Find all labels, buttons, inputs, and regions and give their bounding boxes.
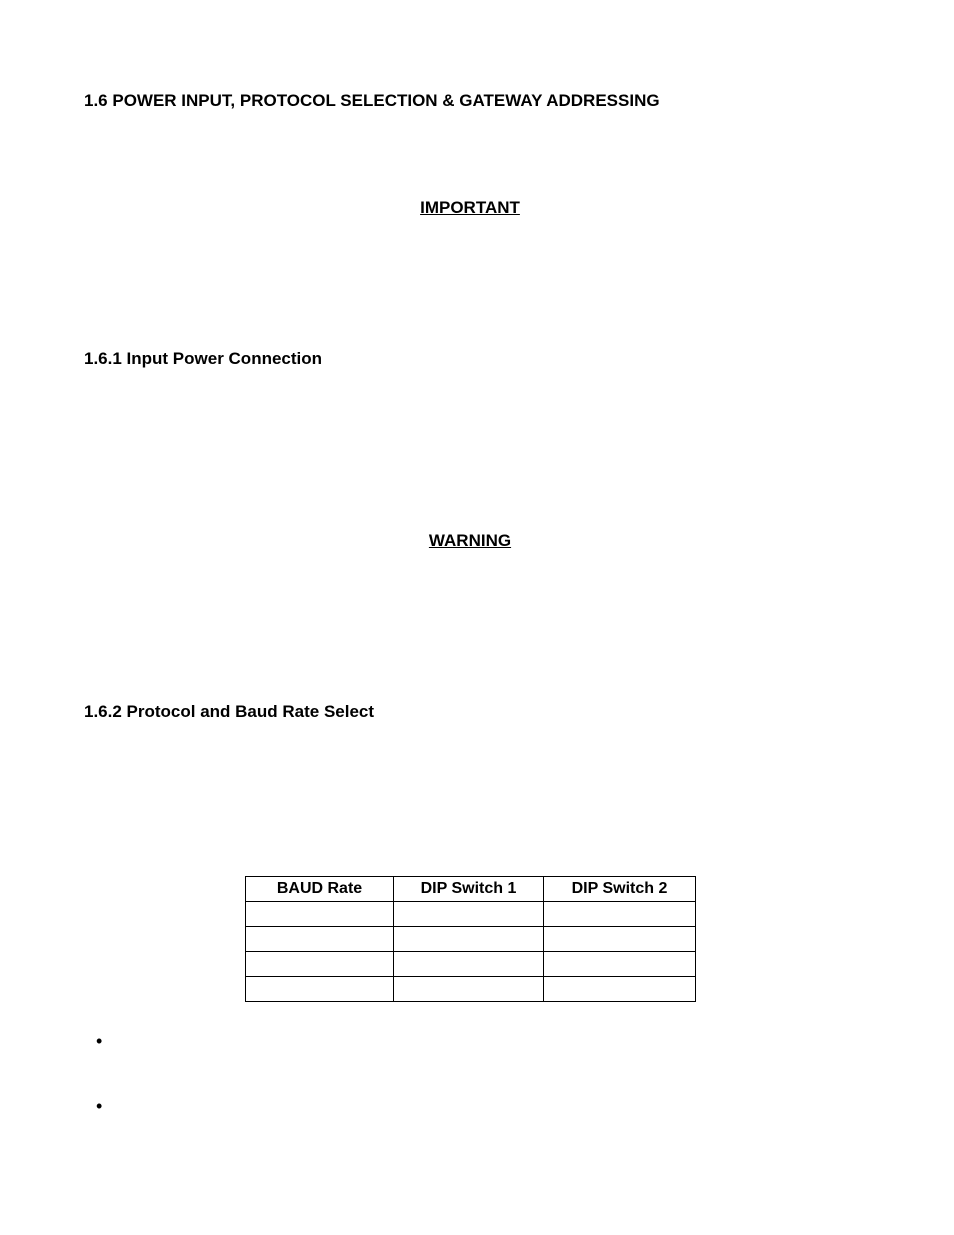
table-row <box>246 977 696 1002</box>
table-cell <box>544 927 696 952</box>
table-cell <box>394 952 544 977</box>
table-cell <box>544 902 696 927</box>
table-cell <box>394 902 544 927</box>
section-heading: 1.6 POWER INPUT, PROTOCOL SELECTION & GATEWAY ADDRESSING <box>84 91 660 110</box>
table-cell <box>544 977 696 1002</box>
table-cell <box>246 902 394 927</box>
subsection-heading-protocol-baud: 1.6.2 Protocol and Baud Rate Select <box>84 702 375 721</box>
table-header-row <box>246 877 696 902</box>
header-baud-rate: BAUD Rate <box>246 877 394 902</box>
subsection-heading-input-power: 1.6.1 Input Power Connection <box>84 349 323 368</box>
table-cell <box>246 927 394 952</box>
table-cell <box>394 927 544 952</box>
baud-rate-table <box>245 876 696 1002</box>
important-notice-title: IMPORTANT <box>420 198 520 217</box>
table-cell <box>246 977 394 1002</box>
table-row <box>246 952 696 977</box>
header-dip-switch-2: DIP Switch 2 <box>544 877 696 902</box>
table-cell <box>394 977 544 1002</box>
header-dip-switch-1: DIP Switch 1 <box>394 877 544 902</box>
bullet-point: • <box>96 1031 103 1051</box>
table-cell <box>246 952 394 977</box>
table-row <box>246 927 696 952</box>
table-row <box>246 902 696 927</box>
bullet-point: • <box>96 1096 103 1116</box>
warning-notice-title: WARNING <box>428 531 512 550</box>
table-cell <box>544 952 696 977</box>
